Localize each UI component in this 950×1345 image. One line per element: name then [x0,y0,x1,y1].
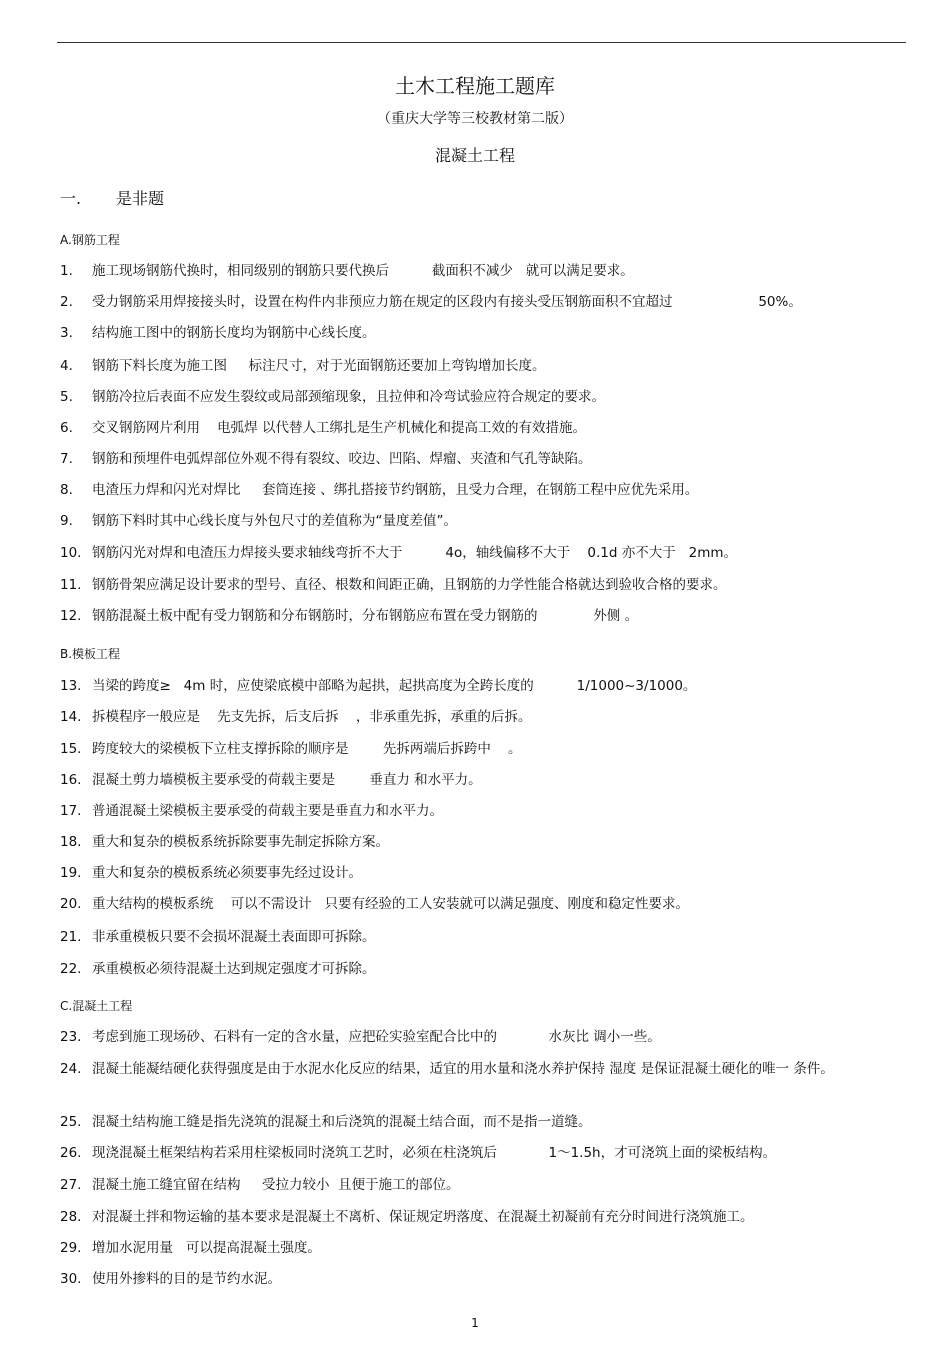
question-text: 混凝土结构施工缝是指先浇筑的混凝土和后浇筑的混凝土结合面，而不是指一道缝。 [92,1114,592,1130]
question-item [60,1207,900,1227]
question-text: 钢筋混凝土板中配有受力钢筋和分布钢筋时，分布钢筋应布置在受力钢筋的 外侧 。 [92,608,639,624]
question-number: 29. [60,1240,82,1256]
subsection-heading: B.模板工程 [60,647,121,661]
question-number: 17. [60,803,82,819]
question-item [60,1112,900,1132]
question-text: 施工现场钢筋代换时，相同级别的钢筋只要代换后 截面积不减少 就可以满足要求。 [92,263,634,279]
question-number: 8. [60,482,73,498]
question-text: 增加水泥用量 可以提高混凝土强度。 [92,1240,321,1256]
question-item [60,292,900,312]
question-number: 14. [60,709,82,725]
question-text: 混凝土剪力墙模板主要承受的荷载主要是 垂直力 和水平力。 [92,772,482,788]
question-number: 2. [60,294,73,310]
question-text: 结构施工图中的钢筋长度均为钢筋中心线长度。 [92,325,376,341]
question-item [60,575,900,595]
question-number: 1. [60,263,73,279]
question-number: 30. [60,1271,82,1287]
question-number: 19. [60,865,82,881]
question-number: 18. [60,834,82,850]
question-number: 7. [60,451,73,467]
question-number: 26. [60,1145,82,1161]
question-number: 11. [60,577,82,593]
question-item [60,418,900,438]
question-item [60,959,900,979]
section-label: 是非题 [116,189,165,208]
document-title: 土木工程施工题库 [395,74,555,98]
question-item [60,1143,900,1163]
question-item [60,1027,900,1047]
question-item [60,1269,900,1289]
question-text: 普通混凝土梁模板主要承受的荷载主要是垂直力和水平力。 [92,803,443,819]
question-text: 交叉钢筋网片利用 电弧焊 以代替人工绑扎是生产机械化和提高工效的有效措施。 [92,420,586,436]
question-item [60,543,900,563]
question-item [60,449,900,469]
question-item [60,832,900,852]
question-text: 重大结构的模板系统 可以不需设计 只要有经验的工人安装就可以满足强度、刚度和稳定性要求。 [92,896,690,912]
page-number: 1 [471,1316,479,1330]
question-item [60,1059,900,1079]
question-number: 13. [60,678,82,694]
question-item [60,863,900,883]
question-text: 钢筋骨架应满足设计要求的型号、直径、根数和间距正确，且钢筋的力学性能合格就达到验收合格的要求。 [92,577,727,593]
question-text: 钢筋冷拉后表面不应发生裂纹或局部颈缩现象，且拉伸和冷弯试验应符合规定的要求。 [92,389,605,405]
question-number: 3. [60,325,73,341]
question-item [60,480,900,500]
subsection-heading: C.混凝土工程 [60,999,133,1013]
question-item [60,387,900,407]
question-number: 5. [60,389,73,405]
question-item [60,261,900,281]
question-number: 23. [60,1029,82,1045]
chapter-title: 混凝土工程 [434,146,515,165]
question-number: 25. [60,1114,82,1130]
question-number: 20. [60,896,82,912]
question-item [60,676,900,696]
question-item [60,894,900,914]
question-number: 12. [60,608,82,624]
question-item [60,323,900,343]
question-text: 混凝土能凝结硬化获得强度是由于水泥水化反应的结果，适宜的用水量和浇水养护保持 湿度 是保证混凝土硬化的唯一 条件。 [92,1061,834,1077]
question-item [60,801,900,821]
question-item [60,927,900,947]
question-text: 钢筋和预埋件电弧焊部位外观不得有裂纹、咬边、凹陷、焊瘤、夹渣和气孔等缺陷。 [92,451,592,467]
question-number: 9. [60,513,73,529]
question-text: 考虑到施工现场砂、石料有一定的含水量，应把砼实验室配合比中的 水灰比 调小一些。 [92,1029,661,1045]
question-text: 使用外掺料的目的是节约水泥。 [92,1271,281,1287]
question-text: 钢筋闪光对焊和电渣压力焊接头要求轴线弯折不大于 4o，轴线偏移不大于 0.1d 亦不大于 2mm。 [92,545,738,561]
document-subtitle: （重庆大学等三校教材第二版） [377,111,573,127]
question-text: 钢筋下料时其中心线长度与外包尺寸的差值称为“量度差值”。 [92,513,457,529]
question-text: 现浇混凝土框架结构若采用柱梁板同时浇筑工艺时，必须在柱浇筑后 1～1.5h，才可浇筑上面的梁板结构。 [92,1145,777,1161]
question-number: 27. [60,1177,82,1193]
question-text: 重大和复杂的模板系统拆除要事先制定拆除方案。 [92,834,389,850]
question-text: 拆模程序一般应是 先支先拆，后支后拆 ，非承重先拆，承重的后拆。 [92,709,532,725]
question-item [60,606,900,626]
question-item [60,511,900,531]
question-number: 4. [60,358,73,374]
section-number: 一. [60,189,82,208]
question-text: 钢筋下料长度为施工图 标注尺寸，对于光面钢筋还要加上弯钩增加长度。 [92,358,546,374]
question-text: 非承重模板只要不会损坏混凝土表面即可拆除。 [92,929,376,945]
question-text: 承重模板必须待混凝土达到规定强度才可拆除。 [92,961,376,977]
section-heading [60,186,164,209]
question-text: 对混凝土拌和物运输的基本要求是混凝土不离析、保证规定坍落度、在混凝土初凝前有充分时间进行浇筑施工。 [92,1209,754,1225]
question-number: 28. [60,1209,82,1225]
question-item [60,739,900,759]
question-text: 受力钢筋采用焊接接头时，设置在构件内非预应力筋在规定的区段内有接头受压钢筋面积不宜超过 50%。 [92,294,802,310]
question-number: 6. [60,420,73,436]
header-rule [57,42,906,43]
question-item [60,356,900,376]
question-text: 电渣压力焊和闪光对焊比 套筒连接 、绑扎搭接节约钢筋，且受力合理，在钢筋工程中应优先采用。 [92,482,699,498]
question-item [60,1238,900,1258]
question-number: 15. [60,741,82,757]
question-number: 10. [60,545,82,561]
question-text: 当梁的跨度≥ 4m 时，应使梁底模中部略为起拱，起拱高度为全跨长度的 1/1000~3/1000。 [92,678,697,694]
question-text: 混凝土施工缝宜留在结构 受拉力较小 且便于施工的部位。 [92,1177,460,1193]
question-text: 跨度较大的梁模板下立柱支撑拆除的顺序是 先拆两端后拆跨中 。 [92,741,522,757]
question-text: 重大和复杂的模板系统必须要事先经过设计。 [92,865,362,881]
question-number: 24. [60,1061,82,1077]
question-item [60,707,900,727]
question-number: 21. [60,929,82,945]
question-number: 22. [60,961,82,977]
question-number: 16. [60,772,82,788]
question-item [60,770,900,790]
subsection-heading: A.钢筋工程 [60,233,120,247]
question-item [60,1175,900,1195]
